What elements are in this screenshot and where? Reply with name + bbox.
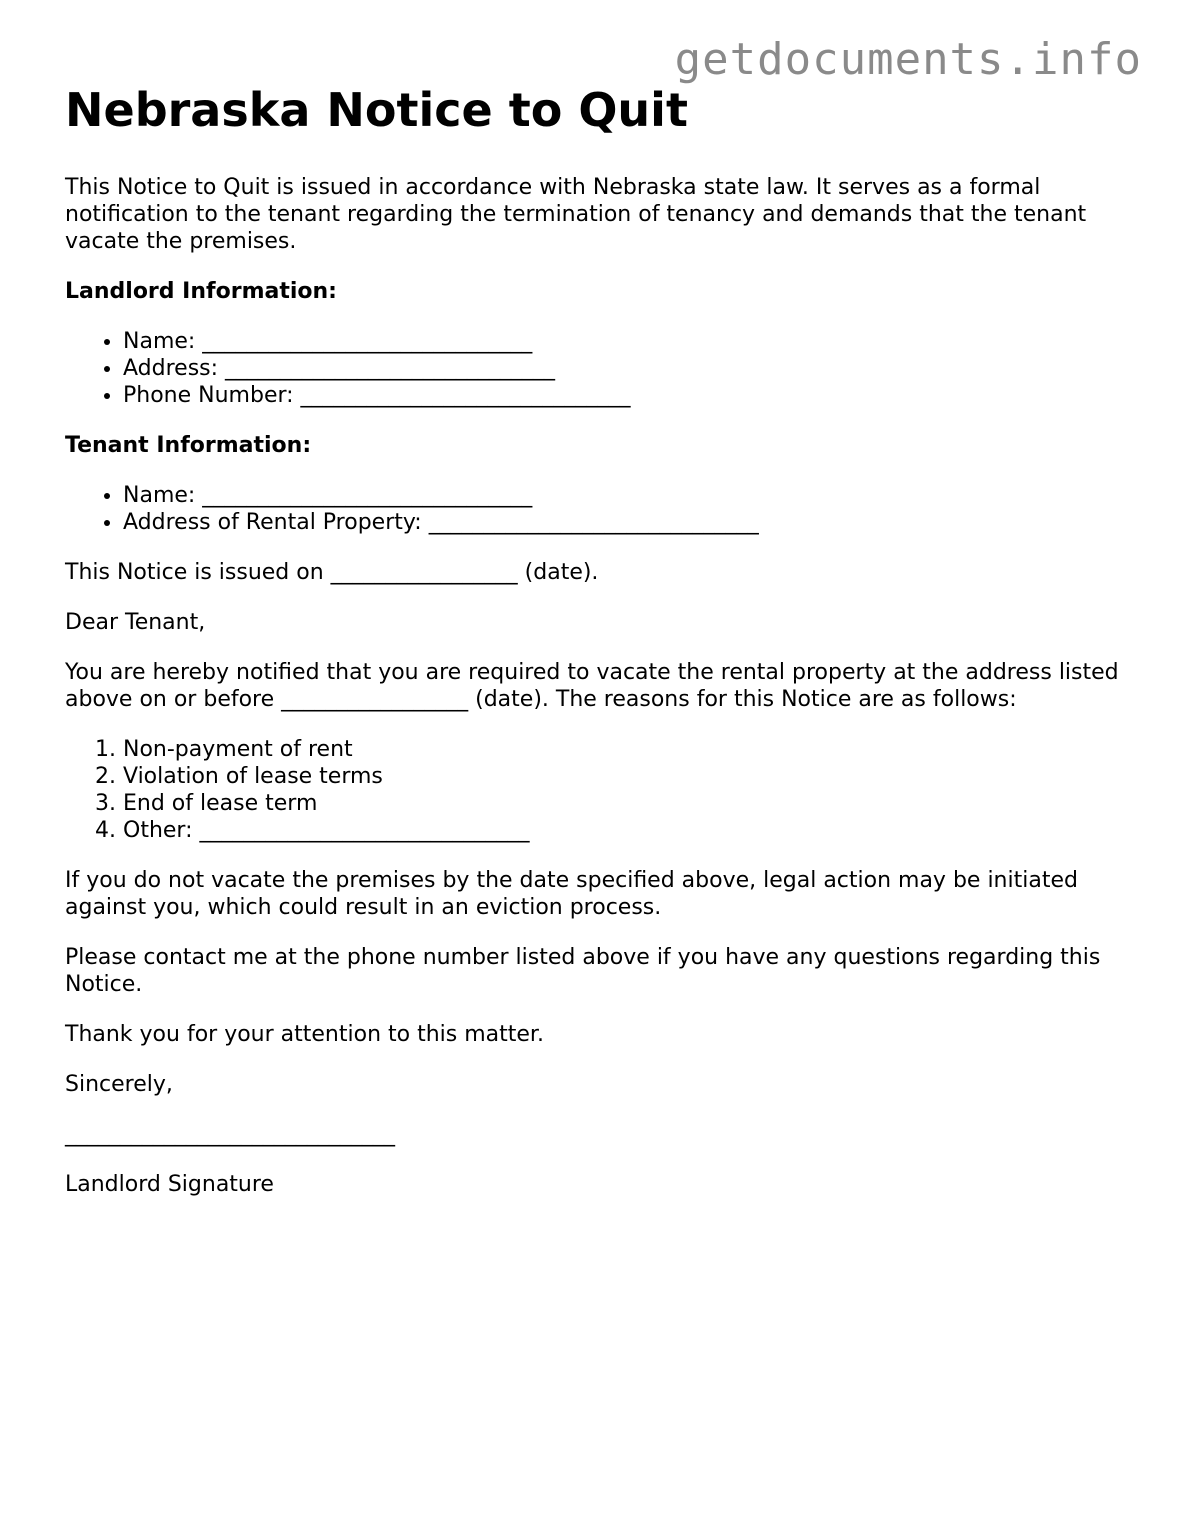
landlord-info-list [65,328,1125,409]
tenant-property-address-field: • Address of Rental Property: ______________________________ [123,509,1125,536]
legal-warning-paragraph: If you do not vacate the premises by the date specified above, legal action may be initiated against you, which could result in an eviction process. [65,868,1078,920]
intro-paragraph: This Notice to Quit is issued in accordance with Nebraska state law. It serves as a formal notification to the tenant regarding the termination of tenancy and demands that the tenant vacate the premises. [65,175,1087,254]
notice-body-paragraph: You are hereby notified that you are required to vacate the rental property at the address listed above on or before _________________ (date). The reasons for this Notice are as follows: [65,660,1119,712]
document-body [65,82,1125,1221]
reason-item: 1. Non-payment of rent [123,736,1125,763]
reason-item: 3. End of lease term [123,790,1125,817]
landlord-info-heading: Landlord Information: [65,279,337,304]
signature-line: ______________________________ [65,1122,395,1147]
contact-paragraph: Please contact me at the phone number listed above if you have any questions regarding this Notice. [65,945,1101,997]
watermark: getdocuments.info [674,34,1142,85]
closing-line: Sincerely, [65,1072,173,1097]
salutation: Dear Tenant, [65,610,206,635]
issued-date-line: This Notice is issued on _________________ (date). [65,560,599,585]
signature-label: Landlord Signature [65,1172,274,1197]
landlord-address-field: • Address: ______________________________ [123,355,1125,382]
tenant-name-field: • Name: ______________________________ [123,482,1125,509]
reason-item: 2. Violation of lease terms [123,763,1125,790]
tenant-info-heading: Tenant Information: [65,433,312,458]
reason-item-other: 4. Other: ______________________________ [123,817,1125,844]
tenant-info-list [65,482,1125,536]
document-title: Nebraska Notice to Quit [65,83,688,137]
thanks-line: Thank you for your attention to this matter. [65,1022,544,1047]
reasons-list [65,736,1125,844]
landlord-name-field: • Name: ______________________________ [123,328,1125,355]
landlord-phone-field: • Phone Number: ______________________________ [123,382,1125,409]
